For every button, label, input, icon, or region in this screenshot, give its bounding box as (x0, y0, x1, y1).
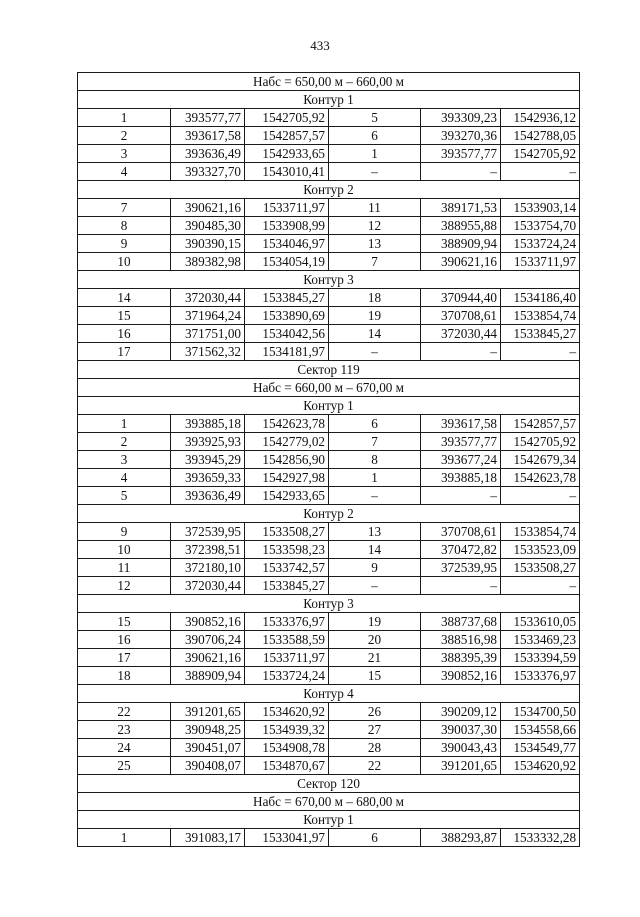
section-header: Контур 2 (78, 181, 580, 199)
x-coordinate: 390451,07 (171, 739, 245, 757)
point-number: 16 (78, 631, 171, 649)
section-header-row (78, 181, 580, 199)
point-number: 1 (78, 109, 171, 127)
point-number: 9 (329, 559, 421, 577)
section-header-row (78, 685, 580, 703)
section-header-row (78, 505, 580, 523)
section-header-row (78, 271, 580, 289)
table-row (78, 703, 580, 721)
point-number: 12 (78, 577, 171, 595)
point-number: 18 (78, 667, 171, 685)
x-coordinate: 391201,65 (171, 703, 245, 721)
y-coordinate: 1533908,99 (245, 217, 329, 235)
table-row (78, 451, 580, 469)
x-coordinate: 390621,16 (171, 649, 245, 667)
x-coordinate: 388293,87 (421, 829, 501, 847)
x-coordinate: 391083,17 (171, 829, 245, 847)
point-number: 7 (329, 433, 421, 451)
x-coordinate: 390621,16 (421, 253, 501, 271)
x-coordinate: 371751,00 (171, 325, 245, 343)
y-coordinate: 1542788,05 (501, 127, 580, 145)
point-number: 1 (78, 415, 171, 433)
x-coordinate: 389382,98 (171, 253, 245, 271)
point-number: 9 (78, 235, 171, 253)
y-coordinate: 1534181,97 (245, 343, 329, 361)
point-number: 10 (78, 253, 171, 271)
point-number: 8 (329, 451, 421, 469)
table-row (78, 541, 580, 559)
point-number: 3 (78, 145, 171, 163)
point-number: 20 (329, 631, 421, 649)
x-coordinate: 388955,88 (421, 217, 501, 235)
point-number: 7 (329, 253, 421, 271)
section-header-row (78, 793, 580, 811)
y-coordinate: 1533711,97 (245, 199, 329, 217)
table-row (78, 289, 580, 307)
point-number: – (329, 163, 421, 181)
table-row (78, 109, 580, 127)
table-row (78, 829, 580, 847)
section-header-row (78, 775, 580, 793)
x-coordinate: 393577,77 (421, 145, 501, 163)
y-coordinate: 1533845,27 (245, 289, 329, 307)
y-coordinate: – (501, 163, 580, 181)
section-header-row (78, 811, 580, 829)
x-coordinate: 393636,49 (171, 145, 245, 163)
x-coordinate: 372030,44 (421, 325, 501, 343)
x-coordinate: 370944,40 (421, 289, 501, 307)
x-coordinate: 388909,94 (171, 667, 245, 685)
x-coordinate: 388909,94 (421, 235, 501, 253)
y-coordinate: 1533376,97 (245, 613, 329, 631)
section-header: Сектор 119 (78, 361, 580, 379)
y-coordinate: 1542927,98 (245, 469, 329, 487)
point-number: 24 (78, 739, 171, 757)
table-row (78, 559, 580, 577)
point-number: – (329, 487, 421, 505)
x-coordinate: 393636,49 (171, 487, 245, 505)
section-header-row (78, 379, 580, 397)
point-number: 11 (78, 559, 171, 577)
point-number: 17 (78, 343, 171, 361)
y-coordinate: 1534939,32 (245, 721, 329, 739)
x-coordinate: 372398,51 (171, 541, 245, 559)
point-number: 4 (78, 469, 171, 487)
section-header-row (78, 91, 580, 109)
y-coordinate: 1542705,92 (501, 433, 580, 451)
y-coordinate: 1542857,57 (245, 127, 329, 145)
point-number: 3 (78, 451, 171, 469)
x-coordinate: 388516,98 (421, 631, 501, 649)
point-number: – (329, 343, 421, 361)
section-header: Контур 2 (78, 505, 580, 523)
section-header: Сектор 120 (78, 775, 580, 793)
x-coordinate: 390852,16 (421, 667, 501, 685)
y-coordinate: 1533332,28 (501, 829, 580, 847)
x-coordinate: 370472,82 (421, 541, 501, 559)
x-coordinate: 370708,61 (421, 307, 501, 325)
y-coordinate: 1534620,92 (245, 703, 329, 721)
section-header: Набс = 650,00 м – 660,00 м (78, 73, 580, 91)
point-number: 14 (329, 325, 421, 343)
y-coordinate: 1533508,27 (245, 523, 329, 541)
point-number: 6 (329, 415, 421, 433)
y-coordinate: 1533754,70 (501, 217, 580, 235)
section-header-row (78, 397, 580, 415)
section-header: Контур 1 (78, 811, 580, 829)
x-coordinate: 388395,39 (421, 649, 501, 667)
table-row (78, 217, 580, 235)
table-row (78, 721, 580, 739)
point-number: 6 (329, 829, 421, 847)
x-coordinate: 390948,25 (171, 721, 245, 739)
y-coordinate: 1533711,97 (501, 253, 580, 271)
x-coordinate: 393925,93 (171, 433, 245, 451)
y-coordinate: 1533376,97 (501, 667, 580, 685)
y-coordinate: 1533523,09 (501, 541, 580, 559)
x-coordinate: 393659,33 (171, 469, 245, 487)
x-coordinate: 390037,30 (421, 721, 501, 739)
y-coordinate: 1542623,78 (245, 415, 329, 433)
x-coordinate: 390485,30 (171, 217, 245, 235)
point-number: 12 (329, 217, 421, 235)
point-number: 1 (329, 469, 421, 487)
table-row (78, 343, 580, 361)
y-coordinate: 1542623,78 (501, 469, 580, 487)
point-number: 11 (329, 199, 421, 217)
y-coordinate: 1533845,27 (501, 325, 580, 343)
point-number: 23 (78, 721, 171, 739)
section-header: Контур 1 (78, 397, 580, 415)
y-coordinate: 1543010,41 (245, 163, 329, 181)
x-coordinate: 390390,15 (171, 235, 245, 253)
x-coordinate: – (421, 487, 501, 505)
x-coordinate: 390209,12 (421, 703, 501, 721)
y-coordinate: 1533845,27 (245, 577, 329, 595)
y-coordinate: 1533903,14 (501, 199, 580, 217)
point-number: 15 (78, 613, 171, 631)
point-number: 1 (329, 145, 421, 163)
y-coordinate: 1533508,27 (501, 559, 580, 577)
table-row (78, 415, 580, 433)
y-coordinate: 1533854,74 (501, 307, 580, 325)
x-coordinate: 372030,44 (171, 577, 245, 595)
x-coordinate: 370708,61 (421, 523, 501, 541)
x-coordinate: 393577,77 (171, 109, 245, 127)
point-number: 14 (329, 541, 421, 559)
coordinates-table (77, 72, 580, 847)
y-coordinate: 1534870,67 (245, 757, 329, 775)
x-coordinate: 393577,77 (421, 433, 501, 451)
y-coordinate: 1542933,65 (245, 145, 329, 163)
y-coordinate: 1534549,77 (501, 739, 580, 757)
point-number: 19 (329, 613, 421, 631)
point-number: 2 (78, 433, 171, 451)
x-coordinate: 390621,16 (171, 199, 245, 217)
x-coordinate: 393885,18 (421, 469, 501, 487)
table-row (78, 631, 580, 649)
section-header: Контур 4 (78, 685, 580, 703)
point-number: 22 (78, 703, 171, 721)
x-coordinate: 390408,07 (171, 757, 245, 775)
table-row (78, 469, 580, 487)
point-number: 9 (78, 523, 171, 541)
point-number: 5 (329, 109, 421, 127)
y-coordinate: 1542936,12 (501, 109, 580, 127)
table-row (78, 667, 580, 685)
point-number: 17 (78, 649, 171, 667)
section-header-row (78, 361, 580, 379)
x-coordinate: 390852,16 (171, 613, 245, 631)
point-number: 5 (78, 487, 171, 505)
point-number: 26 (329, 703, 421, 721)
x-coordinate: 393677,24 (421, 451, 501, 469)
y-coordinate: 1533394,59 (501, 649, 580, 667)
point-number: 4 (78, 163, 171, 181)
y-coordinate: 1542779,02 (245, 433, 329, 451)
x-coordinate: 393945,29 (171, 451, 245, 469)
y-coordinate: 1534042,56 (245, 325, 329, 343)
table-row (78, 523, 580, 541)
x-coordinate: 390043,43 (421, 739, 501, 757)
table-row (78, 487, 580, 505)
point-number: 28 (329, 739, 421, 757)
y-coordinate: 1542679,34 (501, 451, 580, 469)
table-row (78, 649, 580, 667)
x-coordinate: 371964,24 (171, 307, 245, 325)
point-number: 18 (329, 289, 421, 307)
y-coordinate: 1533610,05 (501, 613, 580, 631)
x-coordinate: 393617,58 (421, 415, 501, 433)
x-coordinate: 393617,58 (171, 127, 245, 145)
point-number: 8 (78, 217, 171, 235)
y-coordinate: 1534908,78 (245, 739, 329, 757)
y-coordinate: 1542705,92 (245, 109, 329, 127)
point-number: 27 (329, 721, 421, 739)
x-coordinate: 393270,36 (421, 127, 501, 145)
y-coordinate: 1534046,97 (245, 235, 329, 253)
y-coordinate: – (501, 343, 580, 361)
point-number: 25 (78, 757, 171, 775)
y-coordinate: – (501, 577, 580, 595)
x-coordinate: 393309,23 (421, 109, 501, 127)
y-coordinate: 1533854,74 (501, 523, 580, 541)
section-header: Набс = 660,00 м – 670,00 м (78, 379, 580, 397)
table-row (78, 235, 580, 253)
x-coordinate: 372539,95 (171, 523, 245, 541)
point-number: 13 (329, 235, 421, 253)
section-header-row (78, 73, 580, 91)
x-coordinate: 390706,24 (171, 631, 245, 649)
point-number: 7 (78, 199, 171, 217)
table-row (78, 199, 580, 217)
y-coordinate: 1533588,59 (245, 631, 329, 649)
section-header: Контур 3 (78, 271, 580, 289)
y-coordinate: 1533469,23 (501, 631, 580, 649)
point-number: 19 (329, 307, 421, 325)
y-coordinate: 1534700,50 (501, 703, 580, 721)
y-coordinate: 1533724,24 (501, 235, 580, 253)
x-coordinate: – (421, 343, 501, 361)
table-row (78, 145, 580, 163)
point-number: 1 (78, 829, 171, 847)
x-coordinate: – (421, 577, 501, 595)
section-header: Контур 3 (78, 595, 580, 613)
x-coordinate: 393327,70 (171, 163, 245, 181)
x-coordinate: 393885,18 (171, 415, 245, 433)
y-coordinate: 1534054,19 (245, 253, 329, 271)
point-number: 6 (329, 127, 421, 145)
x-coordinate: 391201,65 (421, 757, 501, 775)
x-coordinate: – (421, 163, 501, 181)
y-coordinate: 1533041,97 (245, 829, 329, 847)
table-row (78, 127, 580, 145)
table-row (78, 325, 580, 343)
table-row (78, 577, 580, 595)
section-header: Контур 1 (78, 91, 580, 109)
table-row (78, 613, 580, 631)
y-coordinate: 1542933,65 (245, 487, 329, 505)
point-number: 16 (78, 325, 171, 343)
section-header-row (78, 595, 580, 613)
table-row (78, 757, 580, 775)
y-coordinate: – (501, 487, 580, 505)
y-coordinate: 1542856,90 (245, 451, 329, 469)
point-number: 21 (329, 649, 421, 667)
x-coordinate: 372030,44 (171, 289, 245, 307)
page-number: 433 (310, 38, 330, 53)
table-row (78, 433, 580, 451)
point-number: 14 (78, 289, 171, 307)
point-number: – (329, 577, 421, 595)
x-coordinate: 372180,10 (171, 559, 245, 577)
section-header: Набс = 670,00 м – 680,00 м (78, 793, 580, 811)
y-coordinate: 1534558,66 (501, 721, 580, 739)
y-coordinate: 1534620,92 (501, 757, 580, 775)
y-coordinate: 1533598,23 (245, 541, 329, 559)
y-coordinate: 1542705,92 (501, 145, 580, 163)
y-coordinate: 1533890,69 (245, 307, 329, 325)
x-coordinate: 389171,53 (421, 199, 501, 217)
table-row (78, 163, 580, 181)
table-row (78, 253, 580, 271)
x-coordinate: 371562,32 (171, 343, 245, 361)
point-number: 15 (329, 667, 421, 685)
point-number: 15 (78, 307, 171, 325)
y-coordinate: 1533724,24 (245, 667, 329, 685)
y-coordinate: 1533711,97 (245, 649, 329, 667)
y-coordinate: 1534186,40 (501, 289, 580, 307)
point-number: 22 (329, 757, 421, 775)
point-number: 2 (78, 127, 171, 145)
x-coordinate: 388737,68 (421, 613, 501, 631)
x-coordinate: 372539,95 (421, 559, 501, 577)
table-row (78, 739, 580, 757)
point-number: 10 (78, 541, 171, 559)
table-row (78, 307, 580, 325)
y-coordinate: 1533742,57 (245, 559, 329, 577)
point-number: 13 (329, 523, 421, 541)
y-coordinate: 1542857,57 (501, 415, 580, 433)
